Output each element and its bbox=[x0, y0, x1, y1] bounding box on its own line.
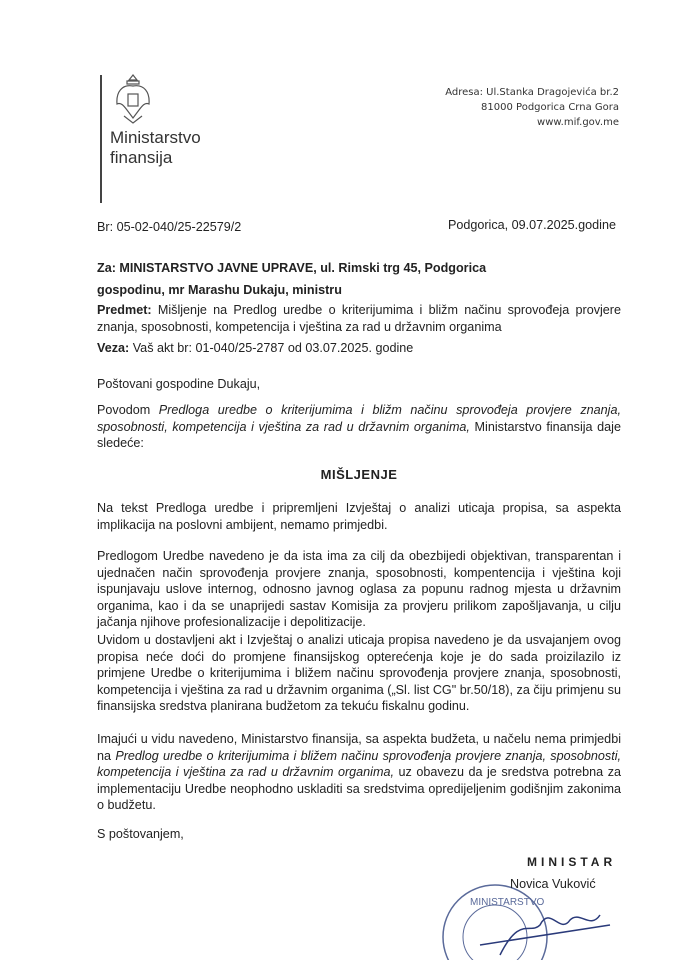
italic-text: Predloga uredbe o kriterijumima i bližm načinu sprovođeja provjere znanja, sposobnosti, kompetencija i vještina za rad u državnim organima, bbox=[97, 403, 621, 434]
recipient bbox=[97, 260, 621, 277]
body-paragraph: Uvidom u dostavljeni akt i Izvještaj o analizi uticaja propisa navedeno je da usvajanjem ovog propisa neće doći do promjene finansijskog opterećenja koje je do sada proizilazilo iz primjene Uredbe o kriterijumima i bližem načinu sprovođenja provjere znanja, sposobnosti, kompetencija i vještina za rad u državnim organima („Sl. list CG" br.50/18), za čiju primjenu su finansijska sredstva planirana budžetom za tekuću fiskalnu godinu. bbox=[97, 633, 621, 713]
signatory-name: Novica Vuković bbox=[510, 877, 596, 891]
closing: S poštovanjem, bbox=[97, 827, 184, 841]
body-paragraph: Predlogom Uredbe navedeno je da ista ima za cilj da obezbijedi objektivan, transparentan i ujednačen način sprovođenja provjere znanja, sposobnosti, kompentencija i vještina koji ispunjavaju uslove internog, odnosno javnog oglasa za popunu radnog mjesta u državnim organima, kao i da se unaprijedi sastav Komisija za provjeru prilikom zapošljavanja, u cilju jačanja njihove profesionalizacije i depolitizacije. bbox=[97, 549, 621, 629]
intro-paragraph bbox=[97, 402, 621, 452]
text: Povodom bbox=[97, 403, 159, 417]
date: Podgorica, 09.07.2025.godine bbox=[447, 218, 616, 232]
recipient-address: MINISTARSTVO JAVNE UPRAVE, ul. Rimski trg 45, Podgorica bbox=[119, 261, 487, 275]
text: Ministarstvo finansija daje sledeće: bbox=[97, 419, 621, 450]
opinion-heading: MIŠLJENJE bbox=[320, 467, 398, 482]
subject-text: Mišljenje na Predlog uredbe o kriterijumima i bližm načinu sprovođeja provjere znanja, sposobnosti, kompetencija i vještina za rad u državnim organima bbox=[97, 303, 622, 334]
coat-of-arms-icon bbox=[112, 72, 154, 126]
body-paragraph bbox=[97, 731, 621, 814]
address-line: Adresa: Ul.Stanka Dragojevića br.2 bbox=[445, 87, 619, 98]
greeting: Poštovani gospodine Dukaju, bbox=[97, 377, 261, 391]
subject-label: Predmet: bbox=[97, 303, 152, 317]
recipient-person: gospodinu, mr Marashu Dukaju, ministru bbox=[97, 283, 342, 297]
text: Imajući u vidu navedeno, Ministarstvo finansija, sa aspekta budžeta, u načelu nema primjedbi na bbox=[97, 732, 621, 763]
veza-text: Vaš akt br: 01-040/25-2787 od 03.07.2025. godine bbox=[132, 341, 414, 355]
org-line: finansija bbox=[110, 148, 173, 167]
reference-act bbox=[97, 340, 621, 357]
address-block bbox=[445, 85, 619, 130]
address-line: 81000 Podgorica Crna Gora bbox=[481, 102, 619, 113]
header-divider bbox=[100, 75, 102, 203]
reference-number: Br: 05-02-040/25-22579/2 bbox=[97, 220, 242, 234]
website-link: www.mif.gov.me bbox=[537, 117, 619, 128]
veza-label: Veza: bbox=[97, 341, 130, 355]
svg-text:MINISTARSTVO: MINISTARSTVO bbox=[470, 897, 545, 908]
org-line: Ministarstvo bbox=[110, 128, 201, 147]
za-label: Za: bbox=[97, 261, 116, 275]
body-paragraph: Na tekst Predloga uredbe i pripremljeni Izvještaj o analizi uticaja propisa, sa aspekta implikacija na poslovni ambijent, nemamo primjedbi. bbox=[97, 501, 621, 532]
signature-title: MINISTAR bbox=[527, 855, 617, 869]
subject bbox=[97, 302, 621, 335]
ministry-name bbox=[110, 128, 201, 168]
text: uz obavezu da je sredstva potrebna za implementaciju Uredbe neophodno uskladiti sa sredstvima opredijeljenim godišnjim zakonima o budžetu. bbox=[97, 765, 621, 812]
italic-text: Predlog uredbe o kriterijumima i bližem načinu sprovođenja provjere znanja, sposobnosti, kompetencija i vještina za rad u državnim organima, bbox=[97, 748, 621, 779]
